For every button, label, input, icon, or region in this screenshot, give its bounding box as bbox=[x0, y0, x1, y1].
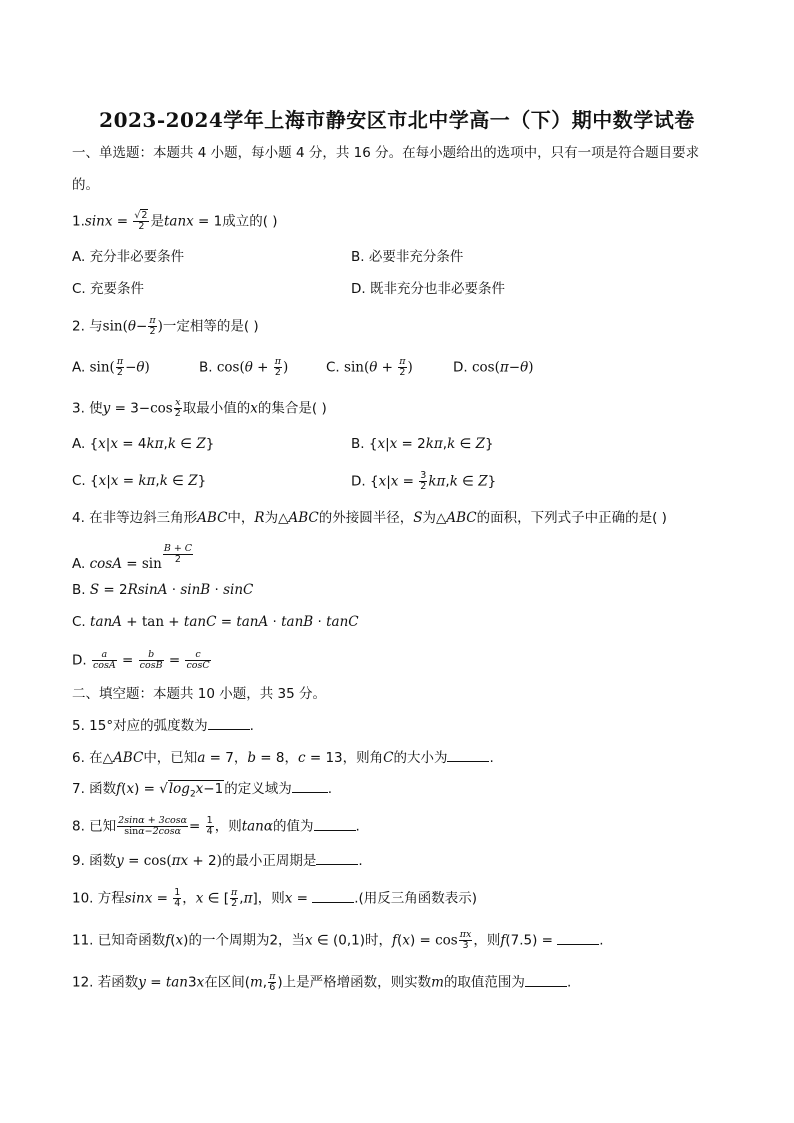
answer-blank-12[interactable] bbox=[525, 974, 567, 987]
question-5: 5. 15°对应的弧度数为 . bbox=[72, 718, 254, 734]
section1-heading: 一、单选题：本题共 4 小题，每小题 4 分，共 16 分。在每小题给出的选项中，只有一项是符合题目要求 bbox=[72, 145, 700, 161]
question-4: 4. 在非等边斜三角形ABC中，R为△ABC的外接圆半径，S为△ABC的面积，下列式子中正确的是( ) bbox=[72, 510, 667, 526]
q1-option-c: C. 充要条件 bbox=[72, 281, 145, 297]
q3-option-c: C. {x|x = kπ,k ∈ Z} bbox=[72, 473, 207, 489]
q3-option-a: A. {x|x = 4kπ,k ∈ Z} bbox=[72, 436, 215, 452]
answer-blank-8[interactable] bbox=[314, 818, 356, 831]
q4-option-d: D. $\frac{a}{\cos A}$ = $\frac{b}{\cos B}$ = $\frac{c}{\cos C}$ bbox=[72, 649, 210, 671]
answer-blank-10[interactable] bbox=[312, 890, 354, 903]
question-6: 6. 在△ABC中，已知a = 7，b = 8，c = 13，则角C的大小为 . bbox=[72, 750, 494, 766]
question-9: 9. 函数y = cos(πx + 2)的最小正周期是 . bbox=[72, 853, 363, 869]
q1-option-a: A. 充分非必要条件 bbox=[72, 249, 185, 265]
q4-option-c: C. tanA + tan + tanC = tanA · tanB · tanC bbox=[72, 614, 359, 630]
q3-option-b: B. {x|x = 2kπ,k ∈ Z} bbox=[351, 436, 494, 452]
question-1: 1.sinx = $\frac{√2}{2}$ 是tanx = 1成立的( ) bbox=[72, 210, 278, 232]
answer-blank-6[interactable] bbox=[447, 749, 489, 762]
q4-option-a: A. cosA = sin $\frac{B + C}{2}$ bbox=[72, 543, 193, 572]
section1-heading-cont: 的。 bbox=[72, 177, 99, 193]
question-7: 7. 函数$f(x) = √\log_2x-1$的定义域为 . bbox=[72, 781, 332, 800]
question-12: 12. 若函数y = tan3x在区间(m, $\frac{\pi}{6}$ )上是严格增函数，则实数m的取值范围为 . bbox=[72, 971, 572, 993]
answer-blank-9[interactable] bbox=[316, 852, 358, 865]
answer-blank-11[interactable] bbox=[557, 932, 599, 945]
exam-title: 2023-2024学年上海市静安区市北中学高一（下）期中数学试卷 bbox=[99, 108, 695, 132]
question-10: 10. 方程sinx = $\frac{1}{4}$ ，x ∈ [ $\frac{\pi}{2}$ ,π]，则x = .(用反三角函数表示) bbox=[72, 887, 478, 909]
q3-option-d: D. {x|x = $\frac{3}{2}$ kπ,k ∈ Z} bbox=[351, 470, 497, 492]
answer-blank-7[interactable] bbox=[292, 780, 328, 793]
q1-option-b: B. 必要非充分条件 bbox=[351, 249, 464, 265]
q4-option-b: B. S = 2RsinA · sinB · sinC bbox=[72, 582, 254, 598]
section2-heading: 二、填空题：本题共 10 小题，共 35 分。 bbox=[72, 686, 327, 702]
answer-blank-5[interactable] bbox=[208, 717, 250, 730]
q2-options: A. sin( $\frac{\pi}{2}$ −θ) B. cos(θ + $\frac{\pi}{2}$ ) C. sin(θ + $\frac{\pi}{2}$ ) D. cos(π−θ) bbox=[72, 356, 534, 378]
question-3: 3. 使y = 3−cos $\frac{x}{2}$ 取最小值的x的集合是( ) bbox=[72, 397, 327, 419]
question-2: 2. 与sin(θ− $\frac{\pi}{2}$ )一定相等的是( ) bbox=[72, 315, 259, 337]
question-11: 11. 已知奇函数f(x)的一个周期为2，当x ∈ (0,1)时，f(x) = cos $\frac{\pi x}{3}$ ，则f(7.5) = . bbox=[72, 929, 604, 951]
q1-option-d: D. 既非充分也非必要条件 bbox=[351, 281, 505, 297]
question-8: 8. 已知 $\frac{2\sin\alpha + 3\cos\alpha}{\sin\alpha-2\cos\alpha}$ = $\frac{1}{4}$ ，则tanα的值为 . bbox=[72, 815, 360, 837]
